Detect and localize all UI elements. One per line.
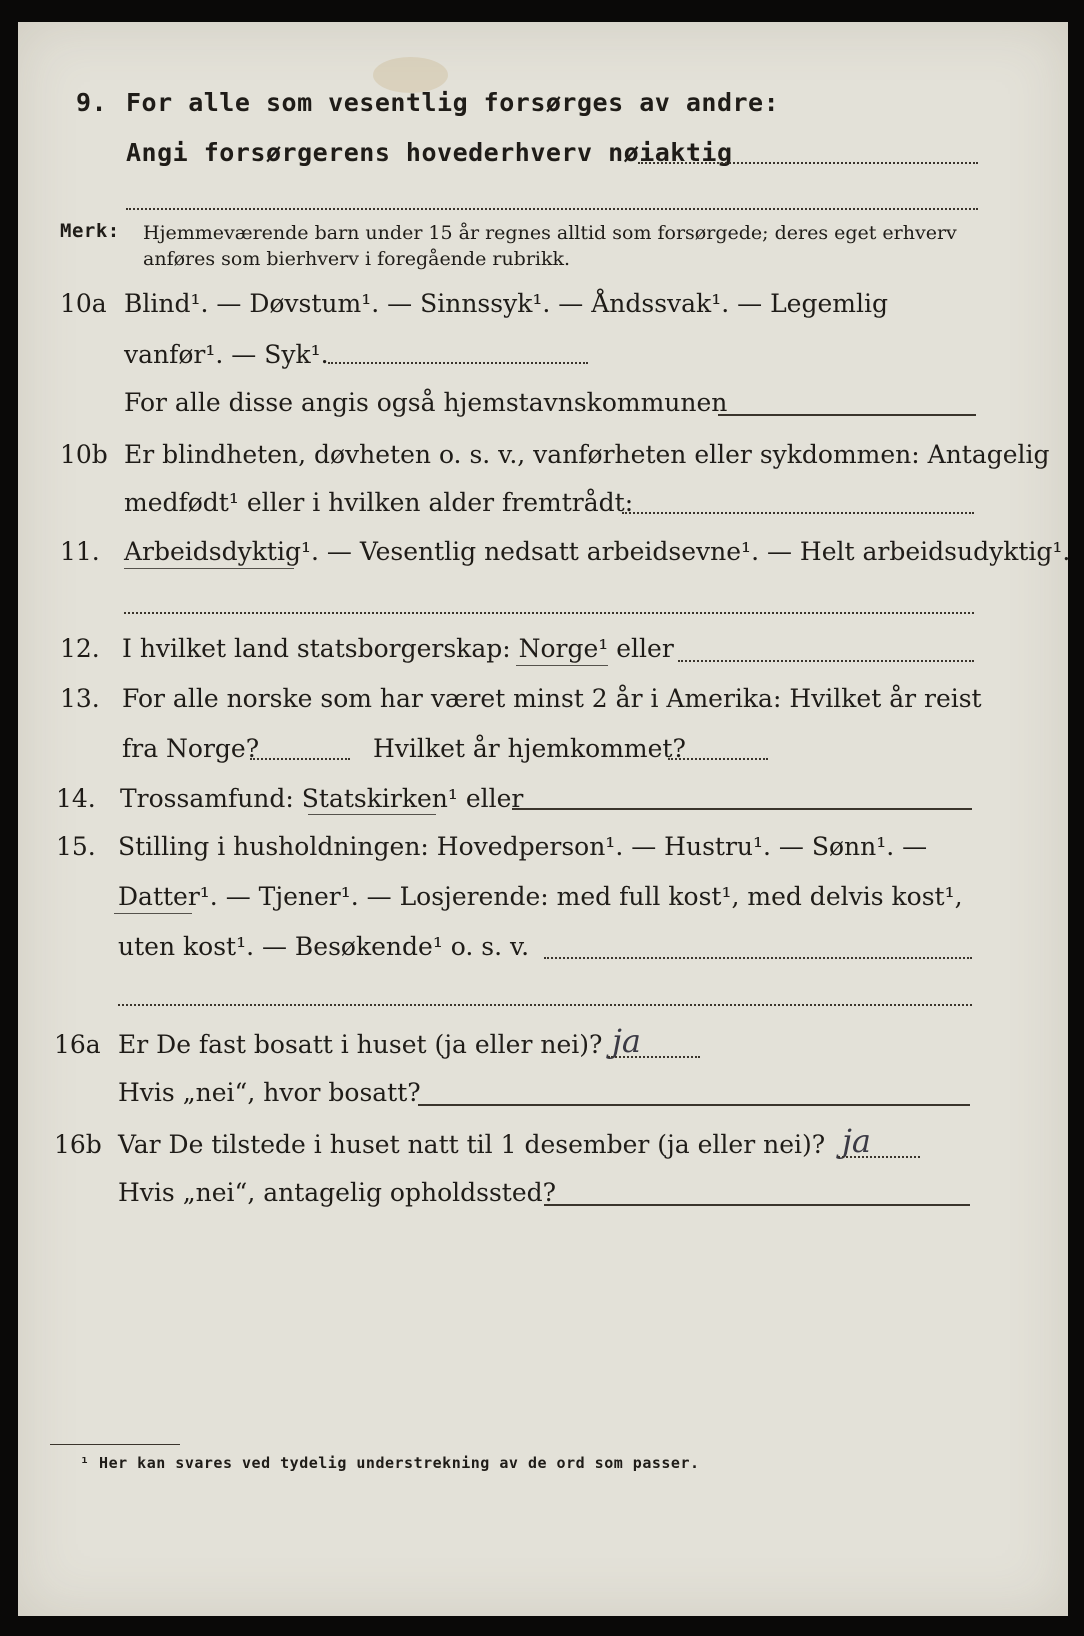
q16b-line-2: Hvis „nei“, antagelig opholdssted? bbox=[118, 1178, 557, 1207]
footnote-rule bbox=[50, 1444, 180, 1445]
q16a-line-2: Hvis „nei“, hvor bosatt? bbox=[118, 1078, 421, 1107]
q10a-line-1: Blind¹. — Døvstum¹. — Sinnssyk¹. — Åndssvak¹. — Legemlig bbox=[124, 289, 888, 318]
q10a-kommune-fill-line[interactable] bbox=[718, 414, 976, 416]
merk-label: Merk: bbox=[60, 220, 120, 242]
q16a-handwritten-answer: ja bbox=[612, 1022, 641, 1060]
q10a-number: 10a bbox=[60, 289, 107, 318]
q9-fill-line-2[interactable] bbox=[126, 208, 978, 210]
q16b-number: 16b bbox=[54, 1130, 102, 1159]
merk-line-1: Hjemmeværende barn under 15 år regnes alltid som forsørgede; deres eget erhverv bbox=[143, 222, 957, 244]
q10b-line-2: medfødt¹ eller i hvilken alder fremtrådt: bbox=[124, 488, 634, 517]
q11-line-1: Arbeidsdyktig¹. — Vesentlig nedsatt arbeidsevne¹. — Helt arbeidsudyktig¹. bbox=[124, 537, 1071, 566]
q9-fill-line[interactable] bbox=[638, 162, 978, 164]
q16b-fill-line[interactable] bbox=[838, 1156, 920, 1158]
q15-line-2: Datter¹. — Tjener¹. — Losjerende: med full kost¹, med delvis kost¹, bbox=[118, 882, 963, 911]
q16a-line-1: Er De fast bosatt i huset (ja eller nei)? bbox=[118, 1030, 603, 1059]
q10b-fill-line[interactable] bbox=[622, 512, 974, 514]
q16a-bosatt-fill-line[interactable] bbox=[418, 1104, 970, 1106]
q9-title: For alle som vesentlig forsørges av andre: bbox=[126, 88, 780, 117]
q11-pencil-underline bbox=[124, 568, 294, 569]
q12-line-1: I hvilket land statsborgerskap: Norge¹ eller bbox=[122, 634, 674, 663]
q16b-line-1: Var De tilstede i huset natt til 1 desember (ja eller nei)? bbox=[118, 1130, 826, 1159]
q10b-number: 10b bbox=[60, 440, 108, 469]
q10a-line-2: vanfør¹. — Syk¹. bbox=[124, 340, 329, 369]
q15-fill-line[interactable] bbox=[544, 957, 972, 959]
q11-fill-line[interactable] bbox=[124, 612, 974, 614]
q13-line-2b: Hvilket år hjemkommet? bbox=[373, 734, 686, 763]
footnote-text: ¹ Her kan svares ved tydelig understrekning av de ord som passer. bbox=[80, 1454, 700, 1472]
q15-line-3: uten kost¹. — Besøkende¹ o. s. v. bbox=[118, 932, 530, 961]
q14-fill-line[interactable] bbox=[512, 808, 972, 810]
q12-fill-line[interactable] bbox=[678, 660, 974, 662]
merk-line-2: anføres som bierhverv i foregående rubrikk. bbox=[143, 248, 571, 270]
q13-reist-fill-line[interactable] bbox=[250, 758, 350, 760]
q14-pencil-underline bbox=[308, 814, 436, 815]
q16b-handwritten-answer: ja bbox=[842, 1122, 871, 1160]
q10a-syk-fill-line[interactable] bbox=[328, 362, 588, 364]
q13-line-1: For alle norske som har været minst 2 år i Amerika: Hvilket år reist bbox=[122, 684, 982, 713]
q9-prompt: Angi forsørgerens hovederhverv nøiaktig bbox=[126, 138, 733, 167]
q15-line-1: Stilling i husholdningen: Hovedperson¹. — Hustru¹. — Sønn¹. — bbox=[118, 832, 928, 861]
q15-pencil-underline bbox=[114, 913, 192, 914]
q12-number: 12. bbox=[60, 634, 100, 663]
q9-number: 9. bbox=[76, 88, 108, 117]
q14-number: 14. bbox=[56, 784, 96, 813]
q12-pencil-underline bbox=[516, 665, 608, 666]
q13-number: 13. bbox=[60, 684, 100, 713]
q11-number: 11. bbox=[60, 537, 100, 566]
q16b-opholdssted-fill-line[interactable] bbox=[544, 1204, 970, 1206]
q16a-fill-line[interactable] bbox=[608, 1056, 700, 1058]
q15-number: 15. bbox=[56, 832, 96, 861]
q10b-line-1: Er blindheten, døvheten o. s. v., vanførheten eller sykdommen: Antagelig bbox=[124, 440, 1050, 469]
census-form-page bbox=[18, 22, 1071, 1616]
q13-line-2a: fra Norge? bbox=[122, 734, 260, 763]
q13-hjemkommet-fill-line[interactable] bbox=[668, 758, 768, 760]
q16a-number: 16a bbox=[54, 1030, 101, 1059]
q14-line-1: Trossamfund: Statskirken¹ eller bbox=[120, 784, 524, 813]
q10a-line-3: For alle disse angis også hjemstavnskommunen bbox=[124, 388, 728, 417]
q15-fill-line-2[interactable] bbox=[118, 1004, 972, 1006]
